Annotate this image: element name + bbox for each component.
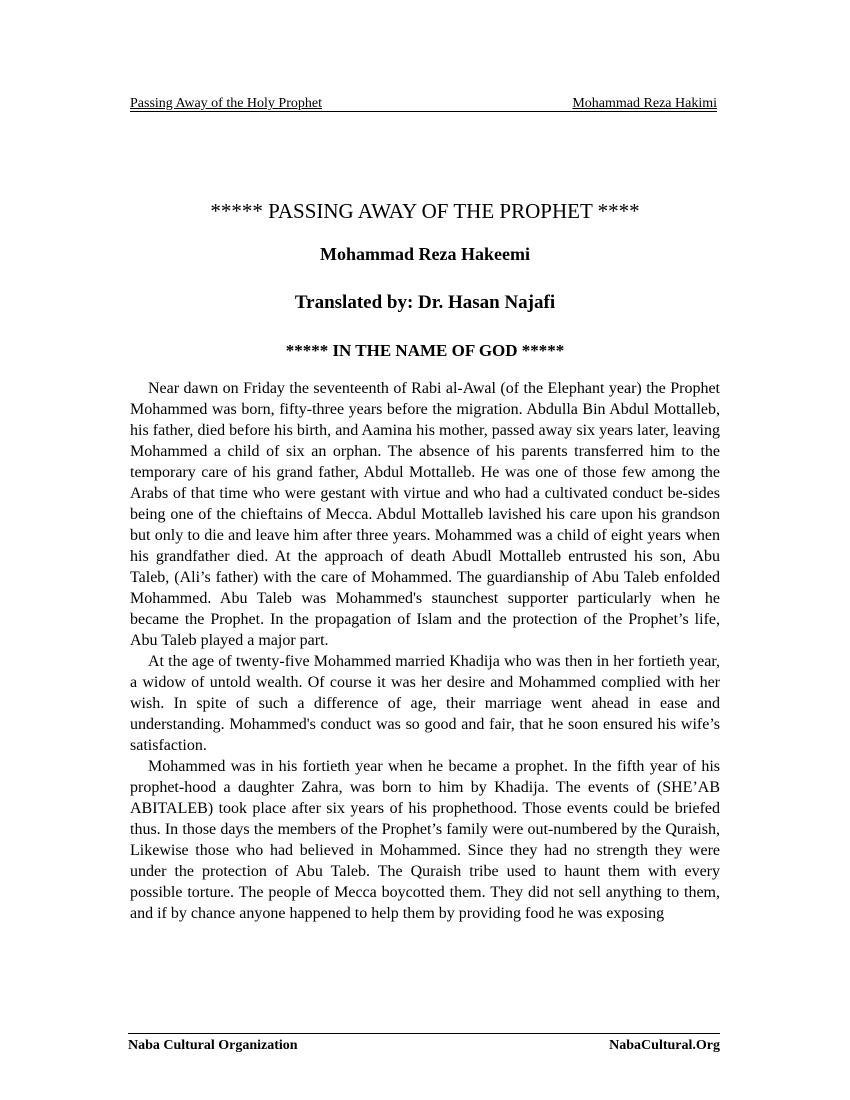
footer-organization: Naba Cultural Organization	[128, 1038, 298, 1053]
running-footer	[128, 1033, 720, 1054]
paragraph: At the age of twenty-five Mohammed married Khadija who was then in her fortieth year, a widow of untold wealth. Of course it was her desire and Mohammed complied with her wish. In spite of such a difference of age, their marriage went ahead in ease and understanding. Mohammed's conduct was so good and fair, that he soon ensured his wife’s satisfaction.	[130, 653, 720, 754]
document-title: ***** PASSING AWAY OF THE PROPHET ****	[210, 199, 640, 223]
header-author: Mohammad Reza Hakimi	[572, 96, 717, 111]
paragraph: Mohammed was in his fortieth year when he became a prophet. In the fifth year of his prophet-hood a daughter Zahra, was born to him by Khadija. The events of (SHE’AB ABITALEB) took place after six years of his prophethood. Those events could be briefed thus. In those days the members of the Prophet’s family were out-numbered by the Quraish, Likewise those who had believed in Mohammed. Since they had no strength they were under the protection of Abu Taleb. The Quraish tribe used to haunt them with every possible torture. The people of Mecca boycotted them. They did not sell anything to them, and if by chance anyone happened to help them by providing food he was exposing	[130, 758, 720, 922]
translator-line: Translated by: Dr. Hasan Najafi	[294, 292, 556, 313]
paragraph: Near dawn on Friday the seventeenth of Rabi al-Awal (of the Elephant year) the Prophet Mohammed was born, fifty-three years before the migration. Abdulla Bin Abdul Mottalleb, his father, died before his birth, and Aamina his mother, passed away six years later, leaving Mohammed a child of six an orphan. The absence of his parents transferred him to the temporary care of his grand father, Abdul Mottalleb. He was one of those few among the Arabs of that time who were gestant with virtue and who had a cultivated conduct be-sides being one of the chieftains of Mecca. Abdul Mottalleb lavished his care upon his grandson but only to die and leave him after three years. Mohammed was a child of eight years when his grandfather died. At the approach of death Abudl Mottalleb entrusted his son, Abu Taleb, (Ali’s father) with the care of Mohammed. The guardianship of Abu Taleb enfolded Mohammed. Abu Taleb was Mohammed's staunchest supporter particularly when he became the Prophet. In the propagation of Islam and the protection of the Prophet’s life, Abu Taleb played a major part.	[130, 380, 720, 649]
running-header	[130, 96, 717, 112]
invocation-heading: ***** IN THE NAME OF GOD *****	[285, 341, 565, 360]
author-name: Mohammad Reza Hakeemi	[320, 244, 530, 264]
header-title: Passing Away of the Holy Prophet	[130, 96, 322, 111]
body-text	[130, 378, 720, 924]
footer-website: NabaCultural.Org	[609, 1038, 720, 1053]
